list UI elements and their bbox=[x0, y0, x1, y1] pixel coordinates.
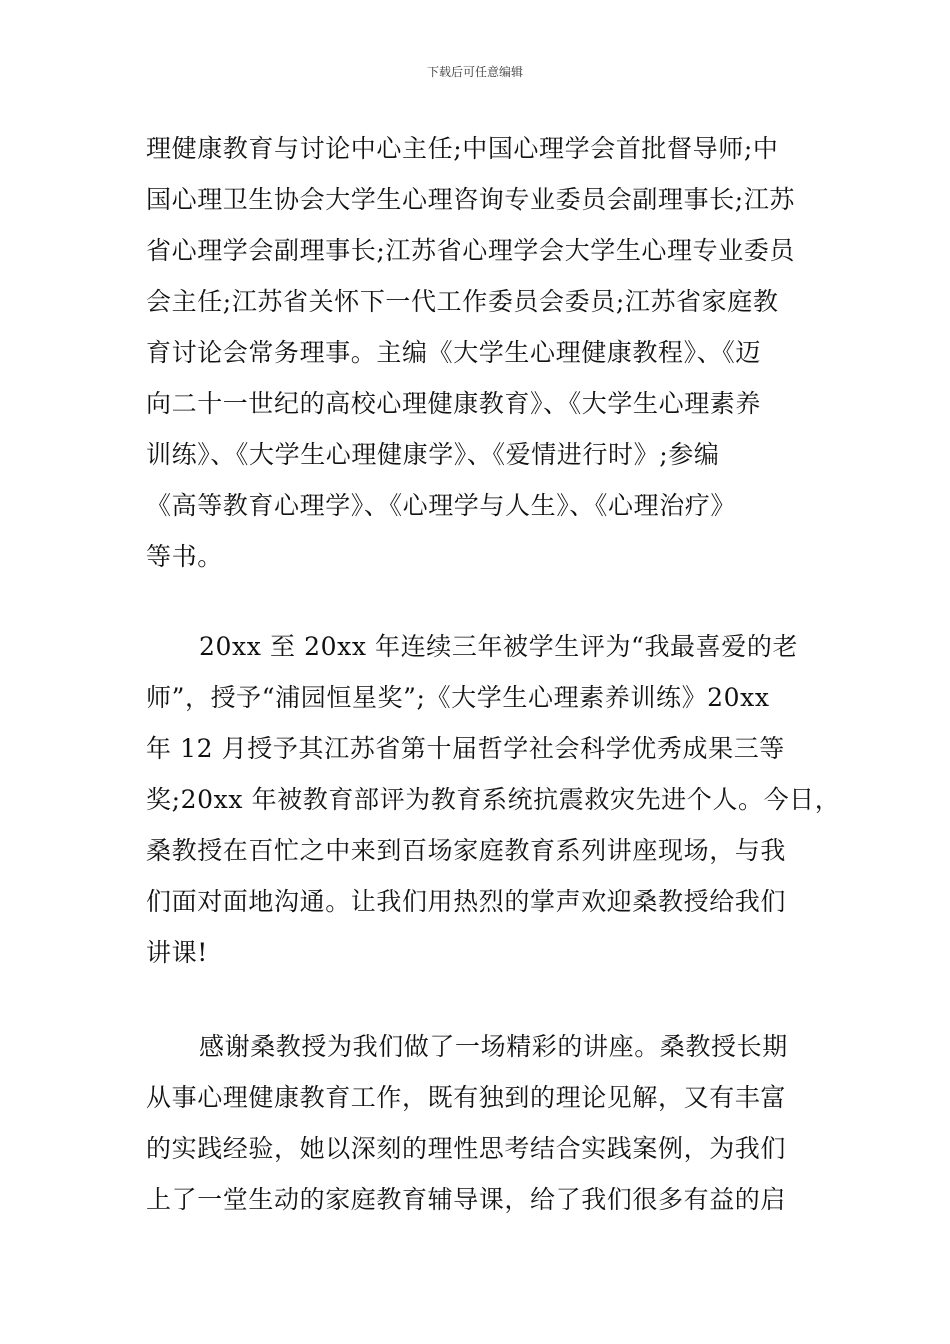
text-line: 育讨论会常务理事。主编《大学生心理健康教程》、《迈 bbox=[146, 338, 762, 367]
text-line: 理健康教育与讨论中心主任;中国心理学会首批督导师;中 bbox=[146, 134, 779, 163]
text-line: 等书。 bbox=[146, 542, 223, 571]
text-line: 《高等教育心理学》、《心理学与人生》、《心理治疗》 bbox=[146, 491, 737, 520]
text-line: 向二十一世纪的高校心理健康教育》、《大学生心理素养 bbox=[146, 389, 762, 418]
text-line: 讲课! bbox=[146, 938, 208, 967]
text-line: 会主任;江苏省关怀下一代工作委员会委员;江苏省家庭教 bbox=[146, 287, 779, 316]
text-line: 的实践经验，她以深刻的理性思考结合实践案例，为我们 bbox=[146, 1134, 787, 1163]
paragraph-3 bbox=[146, 1021, 814, 1225]
text-line: 奖;20xx 年被教育部评为教育系统抗震救灾先进个人。今日， bbox=[146, 785, 841, 814]
text-line: 年 12 月授予其江苏省第十届哲学社会科学优秀成果三等 bbox=[146, 734, 785, 763]
text-line: 训练》、《大学生心理健康学》、《爱情进行时》;参编 bbox=[146, 440, 720, 469]
text-line: 20xx 至 20xx 年连续三年被学生评为“我最喜爱的老 bbox=[199, 632, 799, 661]
text-line: 从事心理健康教育工作，既有独到的理论见解，又有丰富 bbox=[146, 1083, 787, 1112]
text-line: 们面对面地沟通。让我们用热烈的掌声欢迎桑教授给我们 bbox=[146, 887, 787, 916]
paragraph-1 bbox=[146, 123, 814, 582]
text-line: 上了一堂生动的家庭教育辅导课，给了我们很多有益的启 bbox=[146, 1185, 787, 1214]
text-line: 国心理卫生协会大学生心理咨询专业委员会副理事长;江苏 bbox=[146, 185, 796, 214]
text-line: 感谢桑教授为我们做了一场精彩的讲座。桑教授长期 bbox=[199, 1032, 788, 1061]
paragraph-2 bbox=[146, 621, 841, 978]
text-line: 桑教授在百忙之中来到百场家庭教育系列讲座现场，与我 bbox=[146, 836, 787, 865]
text-line: 省心理学会副理事长;江苏省心理学会大学生心理专业委员 bbox=[146, 236, 796, 265]
text-line: 师”，授予“浦园恒星奖”;《大学生心理素养训练》20xx bbox=[146, 683, 770, 712]
page-header-note: 下载后可任意编辑 bbox=[426, 65, 523, 79]
